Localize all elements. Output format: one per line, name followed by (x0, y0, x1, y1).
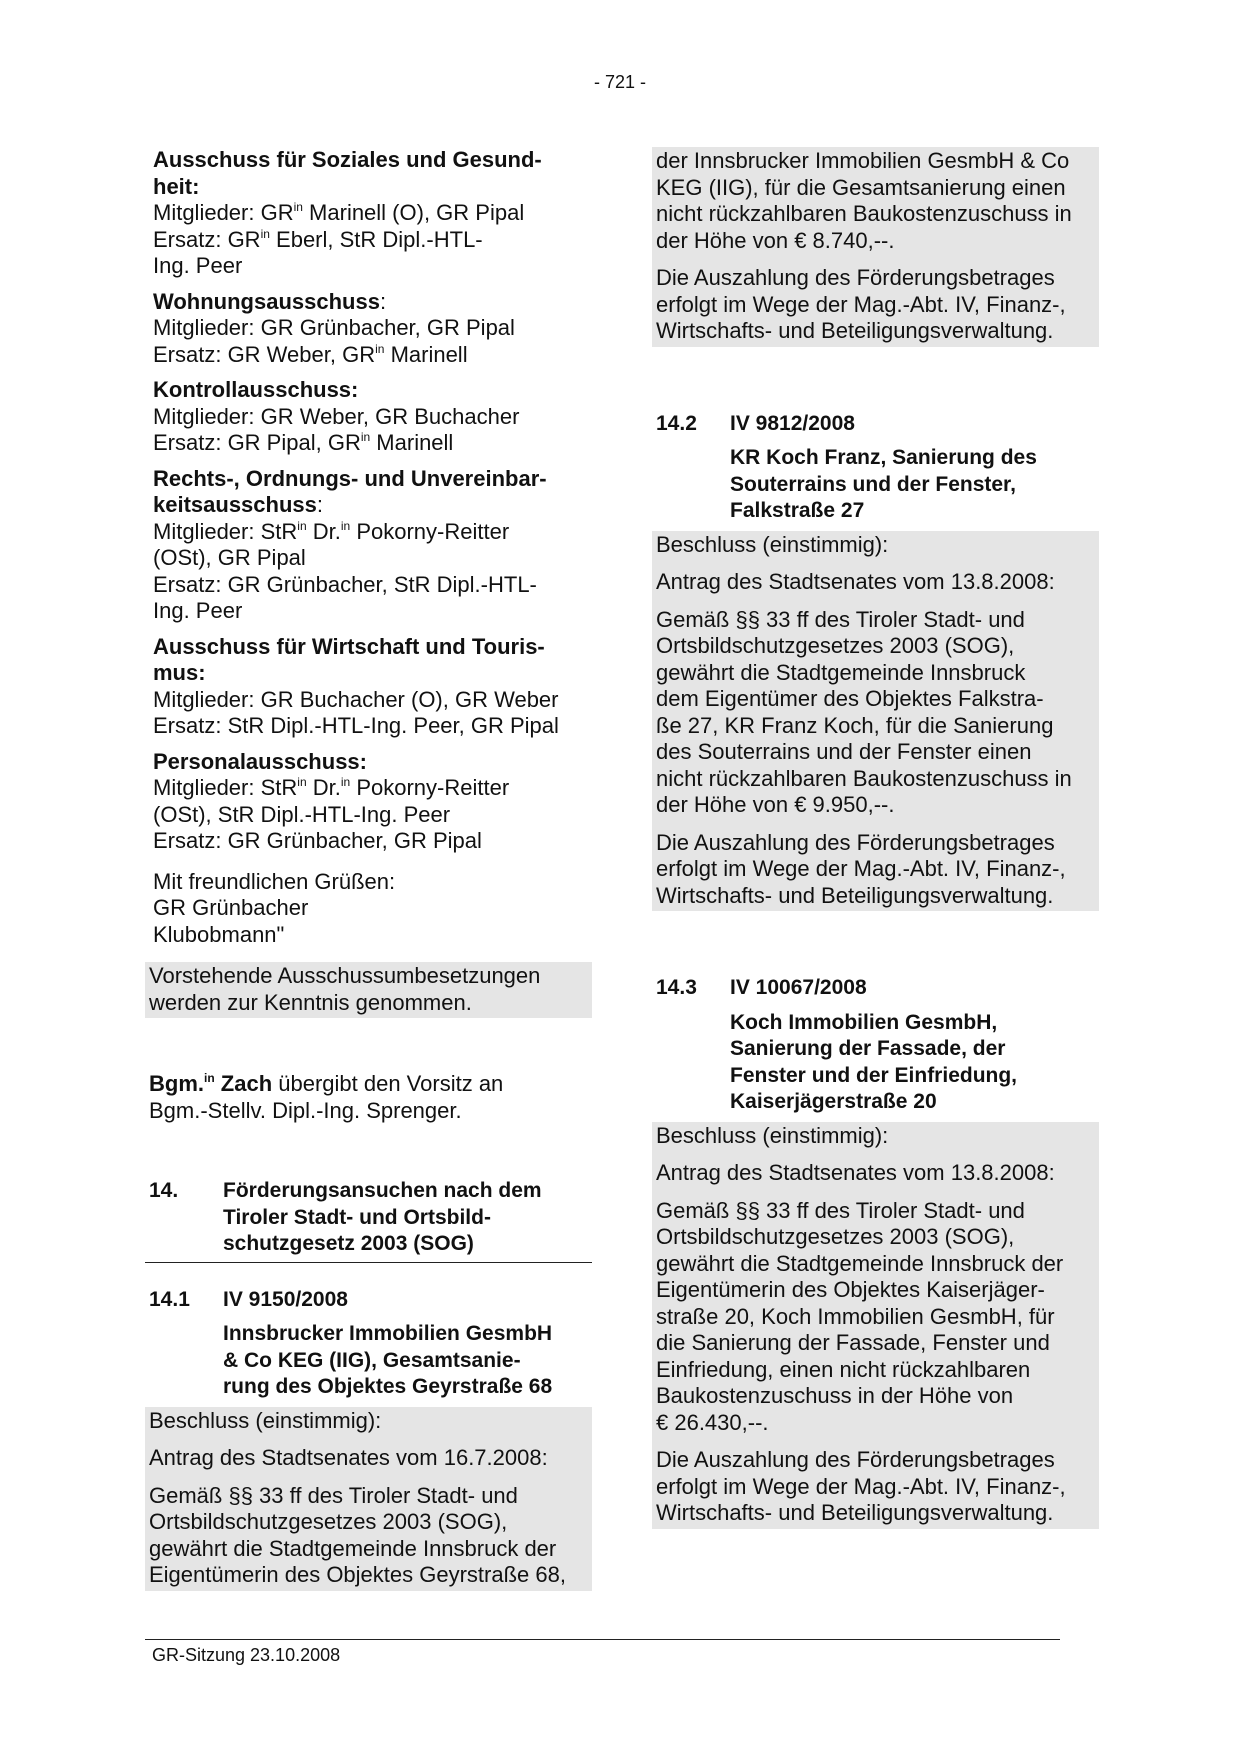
item-14-1-text: Beschluss (einstimmig): Antrag des Stadtsenates vom 16.7.2008: Gemäß §§ 33 ff des Tiroler Stadt- und Ortsbildschutzgesetzes 2003 (SOG), gewährt die Stadtgemeinde Innsbruck der Eigentümerin des Objektes Geyrstraße 68, (145, 1407, 592, 1591)
committee-block (145, 466, 592, 625)
committee-block (145, 634, 592, 740)
signatory-role: Klubobmann" (153, 921, 285, 947)
item-reference: IV 9150/2008 (223, 1287, 348, 1311)
committee-title: keitsausschuss: (153, 492, 323, 517)
decision-label: Beschluss (einstimmig): (149, 1407, 382, 1433)
item-reference: IV 9812/2008 (730, 411, 855, 435)
committee-title: Ausschuss für Soziales und Gesund- (153, 147, 542, 172)
section-14-heading: 14. Förderungsansuchen nach dem Tiroler Stadt- und Ortsbild- schutzgesetz 2003 (SOG) (149, 1179, 542, 1255)
decision-label: Beschluss (einstimmig): (656, 1122, 889, 1148)
motion-label: Antrag des Stadtsenates vom 13.8.2008: (656, 1160, 1055, 1185)
committee-block (145, 749, 592, 855)
item-reference: IV 10067/2008 (730, 976, 867, 999)
motion-label: Antrag des Stadtsenates vom 13.8.2008: (656, 569, 1055, 594)
item-14-3-text: Beschluss (einstimmig): Antrag des Stadtsenates vom 13.8.2008: Gemäß §§ 33 ff des Tiroler Stadt- und Ortsbildschutzgesetzes 2003 (SOG), gewährt die Stadtgemeinde Innsbruck der Eigentümerin des Objektes Kaiserjäger- straße 20, Koch Immobilien GesmbH, für die Sanierung der Fassade, Fenster und Einfriedung, einen nicht rückzahlbaren Baukostenzuschuss in der Höhe von € 26.430,--. Die Auszahlung des Förderungsbetrages erfolgt im Wege der Mag.-Abt. IV, Finanz-, Wirtschafts- und Beteiligungsverwaltung. (652, 1122, 1099, 1529)
committee-title: Kontrollausschuss: (153, 377, 359, 402)
committee-member-line: Ersatz: $GR^{in}$ Eberl, StR Dipl.-HTL- (153, 226, 483, 252)
committee-member-line: Mitglieder: $GR^{in}$ Marinell (O), GR Pipal (153, 200, 525, 225)
mayor-title: Bgm. (149, 1071, 204, 1096)
footer-divider (145, 1639, 1060, 1640)
committee-member-line: Mitglieder: StR$^{in}$ Dr.$^{in}$ Pokorny-Reitter (153, 518, 510, 544)
closing-greeting (145, 869, 592, 949)
right-column (652, 147, 1099, 1529)
committee-title: Wohnungsausschuss: (153, 288, 387, 314)
committee-title: mus: (153, 660, 206, 685)
committee-block (145, 147, 592, 280)
committee-member-line: Mitglieder: GR Buchacher (O), GR Weber (153, 686, 559, 712)
payment-note: Die Auszahlung des Förderungsbetrages (656, 265, 1055, 290)
notice-box (145, 962, 592, 1018)
page-number: - 721 - (593, 72, 647, 92)
item-title: KR Koch Franz, Sanierung des (730, 446, 1037, 469)
committee-title: Ausschuss für Wirtschaft und Touris- (153, 633, 545, 659)
committee-member-line: Ing. Peer (153, 598, 243, 623)
committee-member-line: (OSt), GR Pipal (153, 545, 306, 570)
item-number: 14.1 (149, 1287, 190, 1311)
committee-title: Personalausschuss: (153, 748, 367, 774)
item-14-1-text-continued: der Innsbrucker Immobilien GesmbH & Co KEG (IIG), für die Gesamtsanierung einen nicht rückzahlbaren Baukostenzuschuss in der Höhe von € 8.740,--. Die Auszahlung des Förderungsbetrages erfolgt im Wege der Mag.-Abt. IV, Finanz-, Wirtschafts- und Beteiligungsverwaltung. (652, 147, 1099, 347)
item-14-3-heading: 14.3 IV 10067/2008 Koch Immobilien GesmbH, Sanierung der Fassade, der Fenster und der Einfriedung, Kaiserjägerstraße 20 (652, 975, 1099, 1116)
item-14-1-heading: 14.1 IV 9150/2008 Innsbrucker Immobilien GesmbH & Co KEG (IIG), Gesamtsanie- rung des Objektes Geyrstraße 68 (145, 1287, 592, 1401)
section-number: 14. (149, 1179, 179, 1202)
footer-session-date: GR-Sitzung 23.10.2008 (152, 1645, 341, 1665)
committee-block (145, 289, 592, 369)
item-14-2-text: Beschluss (einstimmig): Antrag des Stadtsenates vom 13.8.2008: Gemäß §§ 33 ff des Tiroler Stadt- und Ortsbildschutzgesetzes 2003 (SOG), gewährt die Stadtgemeinde Innsbruck dem Eigentümer des Objektes Falkstra- ße 27, KR Franz Koch, für die Sanierung des Souterrains und der Fenster einen nicht rückzahlbaren Baukostenzuschuss in der Höhe von € 9.950,--. Die Auszahlung des Förderungsbetrages erfolgt im Wege der Mag.-Abt. IV, Finanz-, Wirtschafts- und Beteiligungsverwaltung. (652, 531, 1099, 912)
section-title: Förderungsansuchen nach dem (223, 1179, 542, 1202)
committee-member-line: Ing. Peer (153, 253, 243, 278)
section-divider (145, 1262, 592, 1263)
committee-member-line: Mitglieder: StR$^{in}$ Dr.$^{in}$ Pokorny-Reitter (153, 775, 510, 800)
notice-line: werden zur Kenntnis genommen. (149, 989, 472, 1015)
item-number: 14.2 (656, 411, 697, 435)
item-title: Innsbrucker Immobilien GesmbH (223, 1322, 553, 1345)
committee-title: Rechts-, Ordnungs- und Unvereinbar- (153, 465, 547, 491)
committee-member-line: Ersatz: GR Grünbacher, GR Pipal (153, 828, 482, 853)
committee-member-line: Mitglieder: GR Weber, GR Buchacher (153, 403, 520, 429)
payment-note: Die Auszahlung des Förderungsbetrages (656, 829, 1055, 855)
committee-member-line: Ersatz: GR Pipal, $GR^{in}$ Marinell (153, 430, 454, 455)
committee-member-line: Ersatz: GR Weber, $GR^{in}$ Marinell (153, 341, 468, 367)
committee-list (145, 147, 592, 855)
notice-line: Vorstehende Ausschussumbesetzungen (149, 963, 541, 988)
committee-member-line: Ersatz: StR Dipl.-HTL-Ing. Peer, GR Pipal (153, 713, 559, 738)
motion-label: Antrag des Stadtsenates vom 16.7.2008: (149, 1445, 548, 1470)
signatory: GR Grünbacher (153, 895, 309, 920)
committee-title: heit: (153, 173, 200, 199)
item-14-2-heading: 14.2 IV 9812/2008 KR Koch Franz, Sanierung des Souterrains und der Fenster, Falkstraße 27 (652, 411, 1099, 525)
decision-label: Beschluss (einstimmig): (656, 531, 889, 557)
committee-member-line: Mitglieder: GR Grünbacher, GR Pipal (153, 315, 515, 340)
committee-block (145, 377, 592, 457)
committee-member-line: (OSt), StR Dipl.-HTL-Ing. Peer (153, 801, 451, 827)
left-column (145, 147, 592, 1591)
payment-note: Die Auszahlung des Förderungsbetrages (656, 1447, 1055, 1472)
mayor-name: Zach (214, 1071, 273, 1096)
item-number: 14.3 (656, 976, 697, 999)
chair-handover: Bgm.$^{in}$ Zach übergibt den Vorsitz an Bgm.-Stellv. Dipl.-Ing. Sprenger. (145, 1071, 592, 1124)
item-title: Koch Immobilien GesmbH, (730, 1010, 998, 1034)
closing-line: Mit freundlichen Grüßen: (153, 868, 396, 894)
committee-member-line: Ersatz: GR Grünbacher, StR Dipl.-HTL- (153, 571, 537, 597)
handover-target: Bgm.-Stellv. Dipl.-Ing. Sprenger. (149, 1097, 462, 1123)
